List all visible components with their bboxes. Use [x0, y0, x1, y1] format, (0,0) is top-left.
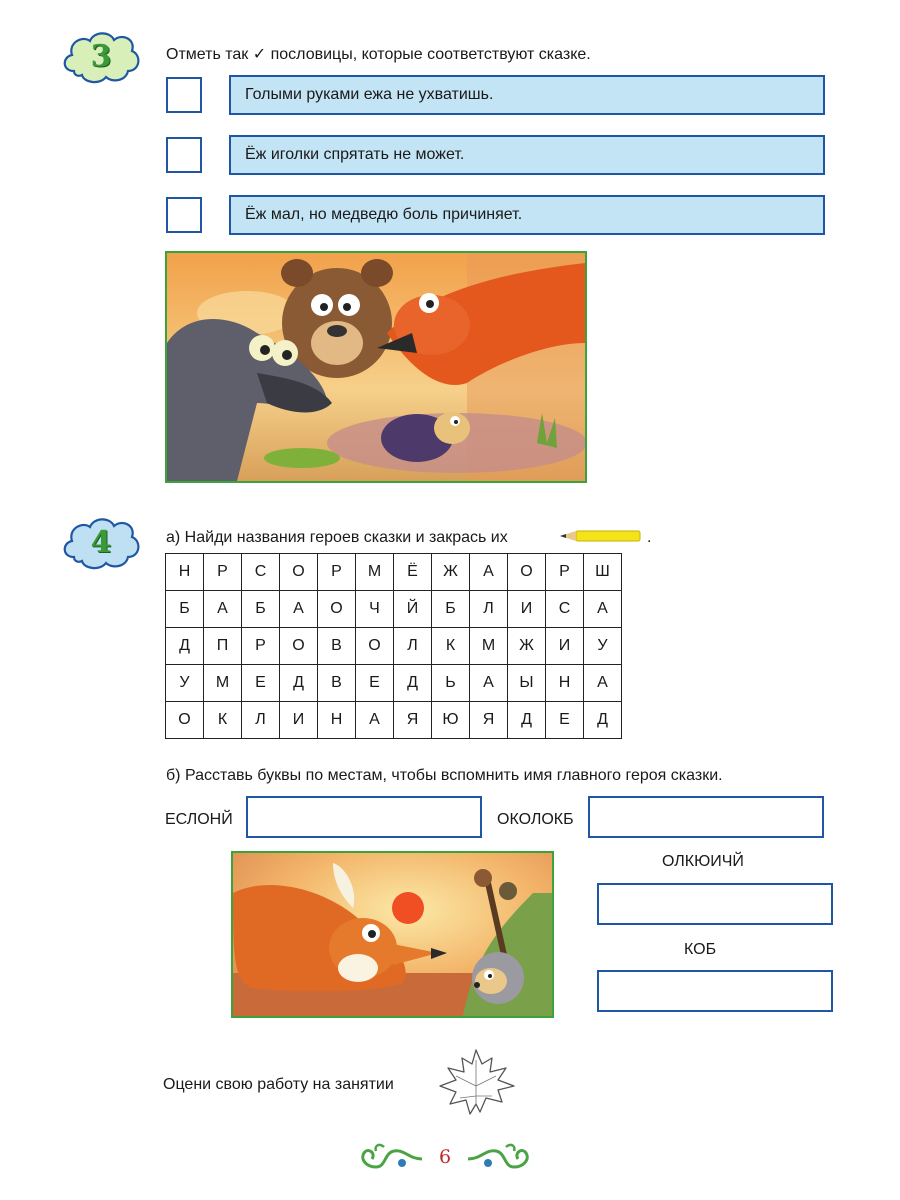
grid-letter-cell[interactable]: С [546, 591, 584, 628]
grid-letter-cell[interactable]: А [204, 591, 242, 628]
grid-letter-cell[interactable]: В [318, 665, 356, 702]
grid-letter-cell[interactable]: Ч [356, 591, 394, 628]
grid-letter-cell[interactable]: Ё [394, 554, 432, 591]
grid-letter-cell[interactable]: Я [394, 702, 432, 739]
grid-letter-cell[interactable]: Б [166, 591, 204, 628]
grid-letter-cell[interactable]: О [508, 554, 546, 591]
grid-letter-cell[interactable]: Д [584, 702, 622, 739]
grid-letter-cell[interactable]: Р [546, 554, 584, 591]
task-4-badge [60, 513, 142, 571]
grid-letter-cell[interactable]: А [280, 591, 318, 628]
grid-letter-cell[interactable]: О [166, 702, 204, 739]
proverb-1: Голыми руками ежа не ухватишь. [229, 75, 825, 115]
scrambled-word-4: КОБ [684, 941, 717, 958]
task-number: 3 [90, 38, 112, 74]
grid-letter-cell[interactable]: К [432, 628, 470, 665]
grid-letter-cell[interactable]: А [584, 591, 622, 628]
answer-box-3[interactable] [597, 883, 833, 925]
task-4b-instruction: б) Расставь буквы по местам, чтобы вспомнить имя главного героя сказки. [166, 767, 723, 784]
answer-box-2[interactable] [588, 796, 824, 838]
grid-letter-cell[interactable]: О [280, 628, 318, 665]
fairy-tale-illustration-1 [165, 251, 587, 483]
grid-row [166, 554, 622, 591]
grid-letter-cell[interactable]: Е [546, 702, 584, 739]
grid-letter-cell[interactable]: А [584, 665, 622, 702]
grid-row [166, 702, 622, 739]
grid-letter-cell[interactable]: Ш [584, 554, 622, 591]
task-3-badge [60, 27, 142, 85]
grid-letter-cell[interactable]: И [508, 591, 546, 628]
proverb-3: Ёж мал, но медведю боль причиняет. [229, 195, 825, 235]
grid-letter-cell[interactable]: Ь [432, 665, 470, 702]
grid-letter-cell[interactable]: Р [204, 554, 242, 591]
grid-letter-cell[interactable]: А [470, 665, 508, 702]
grid-letter-cell[interactable]: Л [242, 702, 280, 739]
self-assessment-label: Оцени свою работу на занятии [163, 1076, 394, 1093]
grid-letter-cell[interactable]: В [318, 628, 356, 665]
grid-letter-cell[interactable]: Б [432, 591, 470, 628]
grid-letter-cell[interactable]: Н [318, 702, 356, 739]
maple-leaf-icon[interactable] [436, 1046, 518, 1118]
scrambled-word-3: ОЛКЮИЧЙ [662, 853, 744, 870]
task-3-instruction [166, 44, 591, 64]
scrambled-word-2: ОКОЛОКБ [497, 811, 574, 828]
answer-box-4[interactable] [597, 970, 833, 1012]
grid-letter-cell[interactable]: К [204, 702, 242, 739]
grid-letter-cell[interactable]: Я [470, 702, 508, 739]
grid-letter-cell[interactable]: Р [318, 554, 356, 591]
instruction-text: а) Найди названия героев сказки и закрась их [166, 529, 508, 546]
grid-letter-cell[interactable]: У [166, 665, 204, 702]
grid-row [166, 665, 622, 702]
grid-letter-cell[interactable]: Й [394, 591, 432, 628]
right-ornament-icon [466, 1141, 536, 1175]
grid-letter-cell[interactable]: Е [242, 665, 280, 702]
grid-letter-cell[interactable]: Д [508, 702, 546, 739]
fairy-tale-illustration-2 [231, 851, 554, 1018]
grid-letter-cell[interactable]: О [318, 591, 356, 628]
grid-letter-cell[interactable]: П [204, 628, 242, 665]
grid-letter-cell[interactable]: Б [242, 591, 280, 628]
grid-letter-cell[interactable]: О [280, 554, 318, 591]
grid-letter-cell[interactable]: У [584, 628, 622, 665]
scrambled-word-1: ЕСЛОНЙ [165, 811, 233, 828]
grid-letter-cell[interactable]: Ы [508, 665, 546, 702]
proverb-checkbox-2[interactable] [166, 137, 202, 173]
page-number: 6 [438, 1146, 452, 1168]
grid-letter-cell[interactable]: Д [394, 665, 432, 702]
grid-letter-cell[interactable]: И [280, 702, 318, 739]
task-4a-instruction [166, 529, 508, 547]
check-mark-icon: ✓ [252, 46, 267, 63]
grid-letter-cell[interactable]: Н [166, 554, 204, 591]
left-ornament-icon [354, 1141, 424, 1175]
task-number: 4 [90, 524, 112, 560]
grid-letter-cell[interactable]: М [470, 628, 508, 665]
grid-letter-cell[interactable]: Л [394, 628, 432, 665]
grid-letter-cell[interactable]: М [204, 665, 242, 702]
grid-letter-cell[interactable]: Д [166, 628, 204, 665]
pencil-icon [560, 528, 644, 544]
grid-letter-cell[interactable]: И [546, 628, 584, 665]
instruction-text: Отметь так [166, 46, 249, 63]
grid-letter-cell[interactable]: Е [356, 665, 394, 702]
answer-box-1[interactable] [246, 796, 482, 838]
grid-letter-cell[interactable]: Р [242, 628, 280, 665]
grid-letter-cell[interactable]: А [470, 554, 508, 591]
proverb-checkbox-3[interactable] [166, 197, 202, 233]
proverb-2: Ёж иголки спрятать не может. [229, 135, 825, 175]
grid-letter-cell[interactable]: Ю [432, 702, 470, 739]
grid-letter-cell[interactable]: Н [546, 665, 584, 702]
grid-letter-cell[interactable]: Д [280, 665, 318, 702]
grid-letter-cell[interactable]: Ж [432, 554, 470, 591]
instruction-end: . [647, 529, 652, 546]
letter-grid [165, 553, 622, 739]
grid-row [166, 628, 622, 665]
grid-letter-cell[interactable]: А [356, 702, 394, 739]
grid-letter-cell[interactable]: М [356, 554, 394, 591]
instruction-text: пословицы, которые соответствуют сказке. [270, 46, 591, 63]
grid-letter-cell[interactable]: С [242, 554, 280, 591]
proverb-checkbox-1[interactable] [166, 77, 202, 113]
grid-row [166, 591, 622, 628]
grid-letter-cell[interactable]: Л [470, 591, 508, 628]
grid-letter-cell[interactable]: Ж [508, 628, 546, 665]
grid-letter-cell[interactable]: О [356, 628, 394, 665]
